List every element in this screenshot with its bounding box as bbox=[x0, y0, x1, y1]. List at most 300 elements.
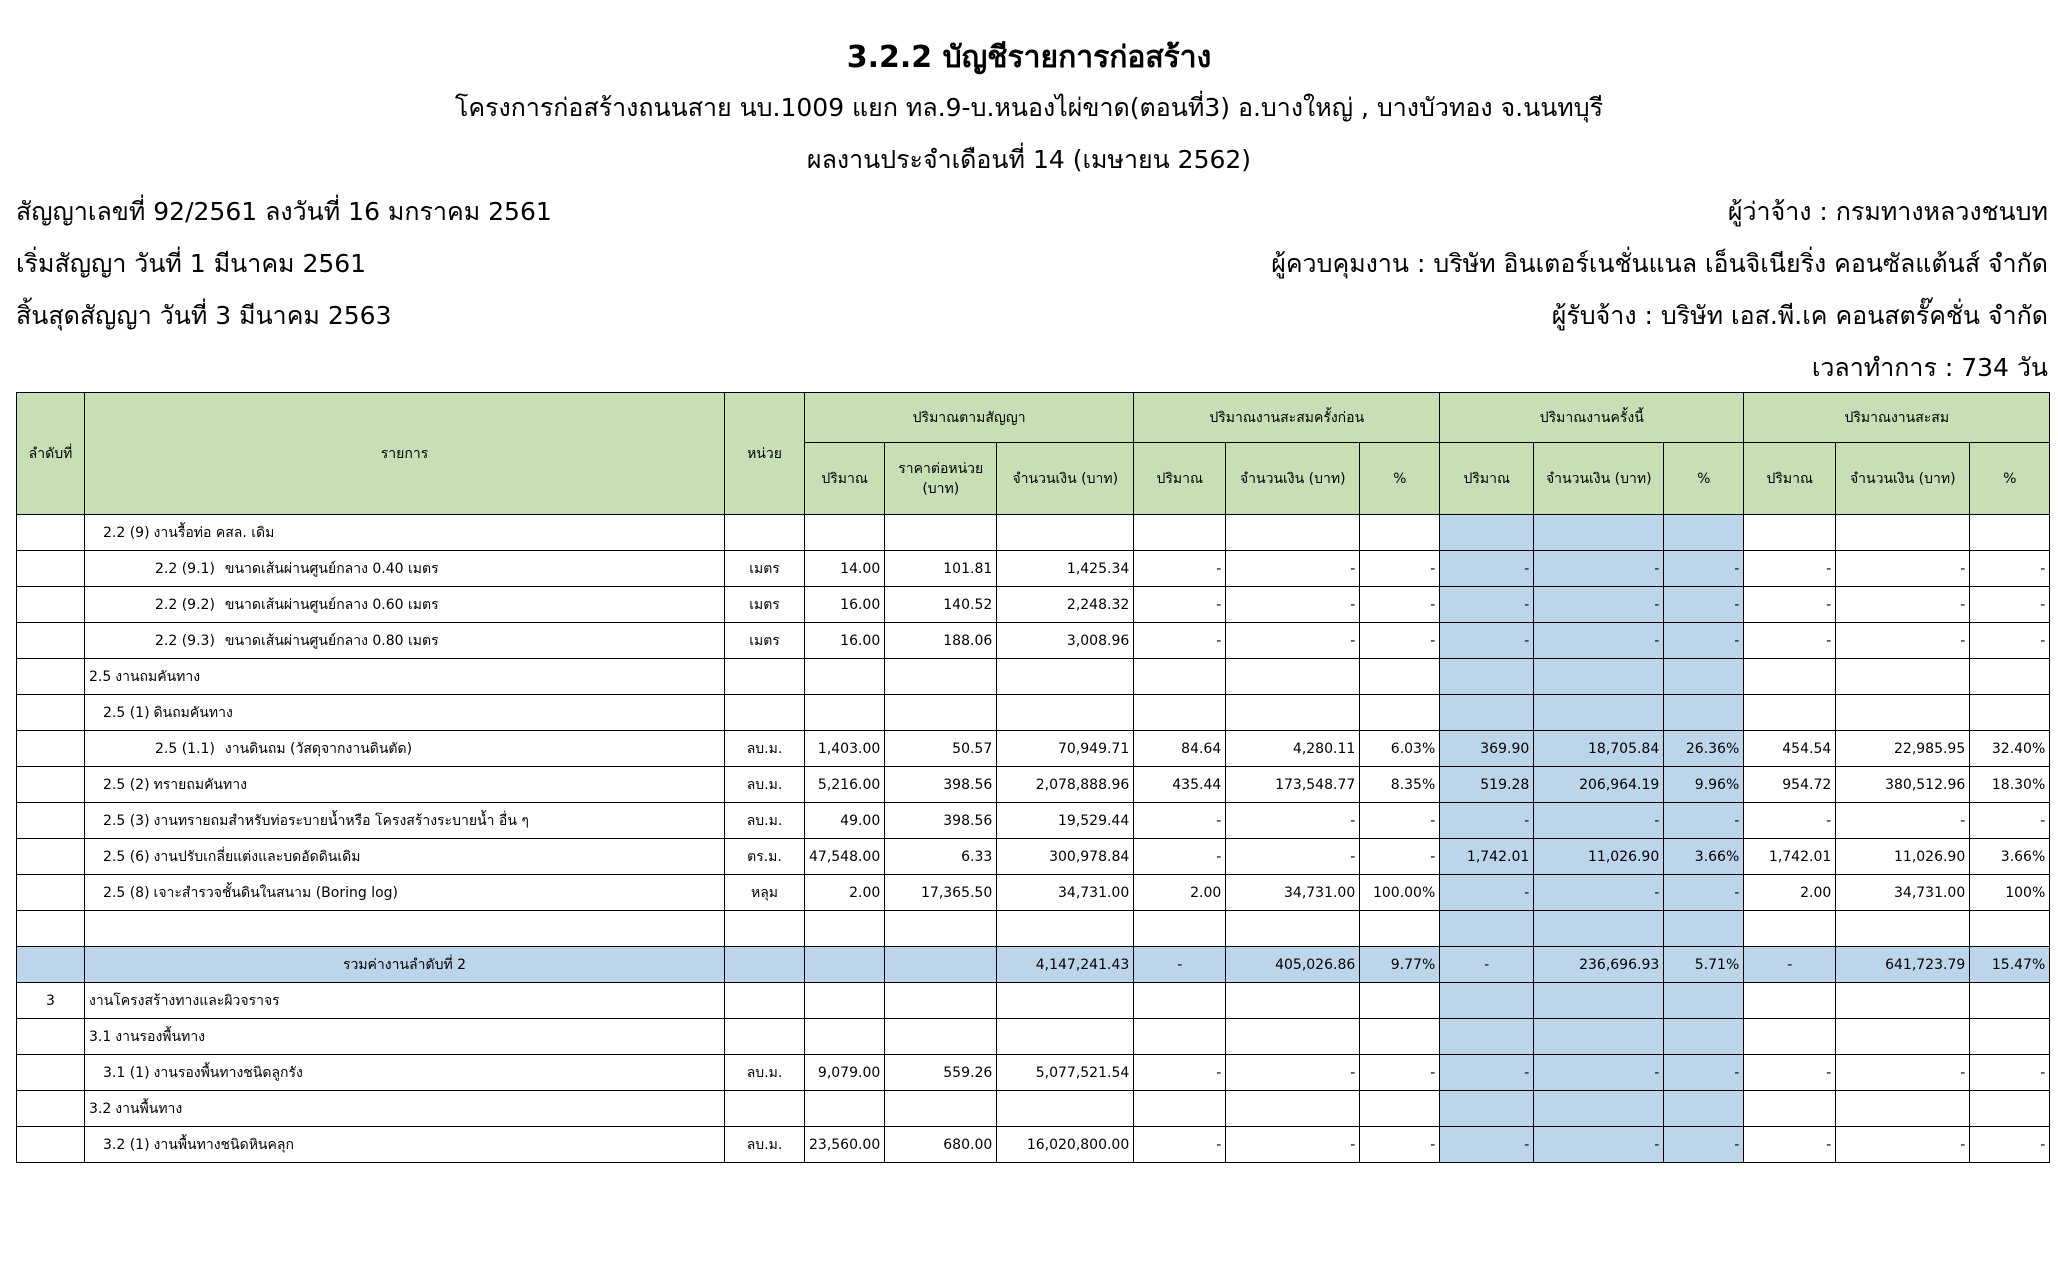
cell-value bbox=[805, 1019, 885, 1055]
cell-value: - bbox=[1744, 587, 1836, 623]
cell-value: 16,020,800.00 bbox=[997, 1127, 1134, 1163]
sum-label: รวมค่างานลำดับที่ 2 bbox=[85, 947, 725, 983]
table-body bbox=[17, 515, 2050, 1163]
cell-value bbox=[1134, 1019, 1226, 1055]
item-code: 2.5 (6) bbox=[103, 848, 150, 865]
row-number bbox=[17, 659, 85, 695]
row-description bbox=[85, 515, 725, 551]
cell-value bbox=[1440, 515, 1534, 551]
cell-value bbox=[1534, 515, 1664, 551]
col-header-qty: ปริมาณ bbox=[1440, 443, 1534, 515]
item-code: 3.1 (1) bbox=[103, 1064, 150, 1081]
row-number bbox=[17, 695, 85, 731]
cell-value: 47,548.00 bbox=[805, 839, 885, 875]
cell-value: - bbox=[1134, 623, 1226, 659]
cell-value bbox=[997, 695, 1134, 731]
cell-value: - bbox=[1836, 803, 1970, 839]
col-header-qty: ปริมาณ bbox=[805, 443, 885, 515]
cell-value: 84.64 bbox=[1134, 731, 1226, 767]
cell-value bbox=[885, 983, 997, 1019]
cell-value bbox=[1134, 515, 1226, 551]
cell-value bbox=[1836, 515, 1970, 551]
cell-value: 11,026.90 bbox=[1836, 839, 1970, 875]
cell-value: - bbox=[1440, 551, 1534, 587]
col-group-contract: ปริมาณตามสัญญา bbox=[805, 393, 1134, 443]
row-description bbox=[85, 983, 725, 1019]
cell-value: - bbox=[1226, 623, 1360, 659]
cell-value bbox=[805, 515, 885, 551]
cell-value: - bbox=[1534, 623, 1664, 659]
cell-value: 380,512.96 bbox=[1836, 767, 1970, 803]
cell-value bbox=[1226, 983, 1360, 1019]
cell-value bbox=[1534, 695, 1664, 731]
item-description: งานรื้อท่อ คสล. เดิม bbox=[153, 524, 275, 541]
cell-value: - bbox=[1134, 587, 1226, 623]
cell-value: - bbox=[1744, 1127, 1836, 1163]
col-header-no: ลำดับที่ bbox=[17, 393, 85, 515]
cell-value: 34,731.00 bbox=[1226, 875, 1360, 911]
row-unit: เมตร bbox=[725, 587, 805, 623]
cell-value bbox=[1664, 659, 1744, 695]
cell-value bbox=[1226, 695, 1360, 731]
item-description: งานดินถม (วัสดุจากงานดินตัด) bbox=[224, 740, 413, 757]
sum-value bbox=[805, 947, 885, 983]
cell-value: 559.26 bbox=[885, 1055, 997, 1091]
cell-value: - bbox=[1360, 551, 1440, 587]
cell-value: - bbox=[1664, 551, 1744, 587]
row-description bbox=[85, 623, 725, 659]
item-code: 2.2 (9.2) bbox=[155, 596, 215, 613]
item-description: ขนาดเส้นผ่านศูนย์กลาง 0.80 เมตร bbox=[224, 632, 439, 649]
cell-value: - bbox=[1134, 1127, 1226, 1163]
cell-value: 2,248.32 bbox=[997, 587, 1134, 623]
cell-value: - bbox=[1836, 587, 1970, 623]
cell-value: 11,026.90 bbox=[1534, 839, 1664, 875]
row-number bbox=[17, 1019, 85, 1055]
row-number bbox=[17, 623, 85, 659]
table-row bbox=[17, 875, 2050, 911]
cell-value: - bbox=[1134, 1055, 1226, 1091]
sum-value: 5.71% bbox=[1664, 947, 1744, 983]
cell-value bbox=[1664, 1091, 1744, 1127]
cell-value bbox=[1664, 983, 1744, 1019]
row-unit: ลบ.ม. bbox=[725, 1127, 805, 1163]
cell-value: - bbox=[1970, 587, 2050, 623]
work-duration: เวลาทำการ : 734 วัน bbox=[1811, 353, 2048, 382]
cell-value: 5,216.00 bbox=[805, 767, 885, 803]
cell-value bbox=[885, 911, 997, 947]
contract-start: เริ่มสัญญา วันที่ 1 มีนาคม 2561 bbox=[16, 249, 367, 278]
cell-value bbox=[1744, 911, 1836, 947]
table-row bbox=[17, 659, 2050, 695]
cell-value bbox=[1664, 1019, 1744, 1055]
cell-value bbox=[1836, 983, 1970, 1019]
cell-value bbox=[1664, 695, 1744, 731]
cell-value bbox=[1534, 659, 1664, 695]
col-header-percent: % bbox=[1664, 443, 1744, 515]
cell-value: - bbox=[1360, 623, 1440, 659]
row-unit bbox=[725, 983, 805, 1019]
table-row bbox=[17, 515, 2050, 551]
row-description bbox=[85, 1019, 725, 1055]
item-description: งานถมคันทาง bbox=[115, 668, 201, 685]
cell-value bbox=[1744, 1091, 1836, 1127]
cell-value bbox=[1970, 1091, 2050, 1127]
row-number bbox=[17, 875, 85, 911]
cell-value bbox=[885, 659, 997, 695]
cell-value: - bbox=[1534, 803, 1664, 839]
cell-value: - bbox=[1534, 1055, 1664, 1091]
cell-value: - bbox=[1440, 875, 1534, 911]
cell-value: 435.44 bbox=[1134, 767, 1226, 803]
cell-value: 8.35% bbox=[1360, 767, 1440, 803]
cell-value: - bbox=[1970, 551, 2050, 587]
cell-value bbox=[1744, 515, 1836, 551]
construction-items-table bbox=[16, 392, 2050, 1163]
cell-value: 26.36% bbox=[1664, 731, 1744, 767]
col-header-unit: หน่วย bbox=[725, 393, 805, 515]
cell-value: 3.66% bbox=[1664, 839, 1744, 875]
cell-value: - bbox=[1534, 1127, 1664, 1163]
item-code: 2.2 (9.3) bbox=[155, 632, 215, 649]
cell-value: 369.90 bbox=[1440, 731, 1534, 767]
unit-price-label: ราคาต่อหน่วย bbox=[898, 460, 984, 477]
cell-value: 100% bbox=[1970, 875, 2050, 911]
cell-value: - bbox=[1226, 1127, 1360, 1163]
table-row bbox=[17, 1127, 2050, 1163]
cell-value: 188.06 bbox=[885, 623, 997, 659]
cell-value bbox=[885, 695, 997, 731]
cell-value bbox=[1970, 515, 2050, 551]
unit-price-baht-label: (บาท) bbox=[922, 480, 960, 497]
cell-value: 101.81 bbox=[885, 551, 997, 587]
contractor: ผู้รับจ้าง : บริษัท เอส.พี.เค คอนสตรั๊คชั่น จำกัด bbox=[1551, 301, 2048, 330]
sum-value: - bbox=[1744, 947, 1836, 983]
item-code: 2.5 (3) bbox=[103, 812, 150, 829]
sum-value bbox=[885, 947, 997, 983]
cell-value: 50.57 bbox=[885, 731, 997, 767]
cell-value: - bbox=[1226, 551, 1360, 587]
row-number bbox=[17, 839, 85, 875]
cell-value: - bbox=[1360, 803, 1440, 839]
col-header-unit-price bbox=[885, 443, 997, 515]
cell-value: - bbox=[1664, 875, 1744, 911]
cell-value: 1,425.34 bbox=[997, 551, 1134, 587]
cell-value: - bbox=[1534, 875, 1664, 911]
item-code: 2.5 bbox=[89, 668, 112, 685]
row-description bbox=[85, 695, 725, 731]
cell-value bbox=[1360, 1019, 1440, 1055]
cell-value: 954.72 bbox=[1744, 767, 1836, 803]
cell-value bbox=[1534, 1019, 1664, 1055]
cell-value: - bbox=[1360, 587, 1440, 623]
col-header-percent: % bbox=[1360, 443, 1440, 515]
cell-value: 23,560.00 bbox=[805, 1127, 885, 1163]
col-header-qty: ปริมาณ bbox=[1744, 443, 1836, 515]
cell-value: - bbox=[1226, 803, 1360, 839]
col-header-amount: จำนวนเงิน (บาท) bbox=[1836, 443, 1970, 515]
cell-value: - bbox=[1440, 623, 1534, 659]
cell-value: - bbox=[1226, 1055, 1360, 1091]
cell-value: 9,079.00 bbox=[805, 1055, 885, 1091]
cell-value bbox=[1744, 983, 1836, 1019]
cell-value bbox=[1664, 911, 1744, 947]
cell-value: - bbox=[1440, 1127, 1534, 1163]
col-header-percent: % bbox=[1970, 443, 2050, 515]
cell-value bbox=[1360, 1091, 1440, 1127]
table-row bbox=[17, 1019, 2050, 1055]
row-number bbox=[17, 767, 85, 803]
cell-value: 22,985.95 bbox=[1836, 731, 1970, 767]
cell-value: - bbox=[1836, 623, 1970, 659]
cell-value bbox=[1440, 1019, 1534, 1055]
cell-value: - bbox=[1836, 1055, 1970, 1091]
item-code: 2.5 (1.1) bbox=[155, 740, 215, 757]
table-row bbox=[17, 587, 2050, 623]
row-unit: ลบ.ม. bbox=[725, 803, 805, 839]
cell-value bbox=[997, 515, 1134, 551]
cell-value bbox=[1836, 1019, 1970, 1055]
cell-value bbox=[1970, 983, 2050, 1019]
cell-value: - bbox=[1970, 1127, 2050, 1163]
row-unit: เมตร bbox=[725, 551, 805, 587]
cell-value: 32.40% bbox=[1970, 731, 2050, 767]
page-title: 3.2.2 บัญชีรายการก่อสร้าง bbox=[846, 40, 1212, 75]
cell-value bbox=[885, 1091, 997, 1127]
cell-value: 19,529.44 bbox=[997, 803, 1134, 839]
cell-value: - bbox=[1360, 1055, 1440, 1091]
cell-value bbox=[997, 1019, 1134, 1055]
cell-value bbox=[1360, 659, 1440, 695]
cell-value: 519.28 bbox=[1440, 767, 1534, 803]
item-description: งานโครงสร้างทางและผิวจราจร bbox=[89, 992, 280, 1009]
cell-value: - bbox=[1440, 803, 1534, 839]
row-number bbox=[17, 911, 85, 947]
cell-value: 16.00 bbox=[805, 623, 885, 659]
sum-value: 9.77% bbox=[1360, 947, 1440, 983]
row-number bbox=[17, 551, 85, 587]
cell-value: 70,949.71 bbox=[997, 731, 1134, 767]
row-description bbox=[85, 1127, 725, 1163]
sum-value: 641,723.79 bbox=[1836, 947, 1970, 983]
item-description: งานปรับเกลี่ยแต่งและบดอัดดินเดิม bbox=[153, 848, 361, 865]
cell-value: 140.52 bbox=[885, 587, 997, 623]
cell-value: - bbox=[1970, 803, 2050, 839]
cell-value: 2.00 bbox=[805, 875, 885, 911]
cell-value bbox=[1226, 1019, 1360, 1055]
sum-row bbox=[17, 947, 2050, 983]
cell-value: - bbox=[1744, 551, 1836, 587]
cell-value bbox=[805, 983, 885, 1019]
table-row bbox=[17, 803, 2050, 839]
sum-value: - bbox=[1440, 947, 1534, 983]
table-row bbox=[17, 1091, 2050, 1127]
row-unit: ลบ.ม. bbox=[725, 731, 805, 767]
cell-value bbox=[1836, 1091, 1970, 1127]
col-group-cumulative: ปริมาณงานสะสม bbox=[1744, 393, 2050, 443]
row-number: 3 bbox=[17, 983, 85, 1019]
item-description: งานพื้นทาง bbox=[115, 1100, 183, 1117]
cell-value: - bbox=[1134, 839, 1226, 875]
cell-value: - bbox=[1226, 839, 1360, 875]
row-unit bbox=[725, 695, 805, 731]
table-row bbox=[17, 911, 2050, 947]
row-description bbox=[85, 803, 725, 839]
cell-value: 2.00 bbox=[1744, 875, 1836, 911]
row-unit bbox=[725, 1019, 805, 1055]
row-description bbox=[85, 551, 725, 587]
cell-value bbox=[1970, 911, 2050, 947]
contract-number: สัญญาเลขที่ 92/2561 ลงวันที่ 16 มกราคม 2561 bbox=[16, 197, 552, 226]
cell-value bbox=[1226, 911, 1360, 947]
cell-value: - bbox=[1664, 803, 1744, 839]
cell-value: 1,403.00 bbox=[805, 731, 885, 767]
cell-value: 2,078,888.96 bbox=[997, 767, 1134, 803]
row-unit: ลบ.ม. bbox=[725, 1055, 805, 1091]
cell-value bbox=[1360, 911, 1440, 947]
row-number bbox=[17, 947, 85, 983]
table-row bbox=[17, 623, 2050, 659]
col-group-previous: ปริมาณงานสะสมครั้งก่อน bbox=[1134, 393, 1440, 443]
cell-value bbox=[805, 659, 885, 695]
cell-value: 398.56 bbox=[885, 803, 997, 839]
cell-value bbox=[1970, 659, 2050, 695]
cell-value: - bbox=[1970, 1055, 2050, 1091]
col-group-current: ปริมาณงานครั้งนี้ bbox=[1440, 393, 1744, 443]
employer: ผู้ว่าจ้าง : กรมทางหลวงชนบท bbox=[1727, 197, 2048, 226]
cell-value bbox=[1440, 1091, 1534, 1127]
cell-value bbox=[1134, 1091, 1226, 1127]
row-description bbox=[85, 659, 725, 695]
cell-value: - bbox=[1226, 587, 1360, 623]
cell-value: - bbox=[1836, 1127, 1970, 1163]
cell-value bbox=[1440, 695, 1534, 731]
item-code: 3.1 bbox=[89, 1028, 112, 1045]
report-month: ผลงานประจำเดือนที่ 14 (เมษายน 2562) bbox=[806, 145, 1252, 174]
row-description bbox=[85, 911, 725, 947]
row-unit bbox=[725, 1091, 805, 1127]
table-row bbox=[17, 551, 2050, 587]
row-description bbox=[85, 875, 725, 911]
table-row bbox=[17, 983, 2050, 1019]
cell-value: - bbox=[1836, 551, 1970, 587]
col-header-amount: จำนวนเงิน (บาท) bbox=[1226, 443, 1360, 515]
cell-value bbox=[1360, 983, 1440, 1019]
row-number bbox=[17, 1091, 85, 1127]
cell-value bbox=[1534, 911, 1664, 947]
item-description: งานรองพื้นทาง bbox=[115, 1028, 206, 1045]
cell-value: - bbox=[1744, 1055, 1836, 1091]
sum-value: 405,026.86 bbox=[1226, 947, 1360, 983]
cell-value: 2.00 bbox=[1134, 875, 1226, 911]
cell-value bbox=[1134, 659, 1226, 695]
row-unit bbox=[725, 911, 805, 947]
contract-end: สิ้นสุดสัญญา วันที่ 3 มีนาคม 2563 bbox=[16, 301, 392, 330]
cell-value bbox=[1226, 659, 1360, 695]
cell-value bbox=[997, 983, 1134, 1019]
cell-value bbox=[997, 911, 1134, 947]
item-code: 2.5 (8) bbox=[103, 884, 150, 901]
item-description: ขนาดเส้นผ่านศูนย์กลาง 0.60 เมตร bbox=[224, 596, 439, 613]
row-number bbox=[17, 803, 85, 839]
table-row bbox=[17, 1055, 2050, 1091]
cell-value: 9.96% bbox=[1664, 767, 1744, 803]
cell-value: - bbox=[1664, 587, 1744, 623]
cell-value bbox=[1534, 983, 1664, 1019]
cell-value bbox=[1440, 659, 1534, 695]
cell-value: 680.00 bbox=[885, 1127, 997, 1163]
cell-value bbox=[805, 911, 885, 947]
cell-value: 34,731.00 bbox=[997, 875, 1134, 911]
item-code: 3.2 (1) bbox=[103, 1136, 150, 1153]
cell-value bbox=[1836, 659, 1970, 695]
col-header-qty: ปริมาณ bbox=[1134, 443, 1226, 515]
sum-value: 236,696.93 bbox=[1534, 947, 1664, 983]
cell-value bbox=[885, 515, 997, 551]
cell-value: - bbox=[1970, 623, 2050, 659]
table-row bbox=[17, 695, 2050, 731]
row-unit bbox=[725, 947, 805, 983]
cell-value: - bbox=[1534, 551, 1664, 587]
cell-value: 49.00 bbox=[805, 803, 885, 839]
cell-value: 173,548.77 bbox=[1226, 767, 1360, 803]
row-number bbox=[17, 515, 85, 551]
item-description: ดินถมคันทาง bbox=[153, 704, 233, 721]
cell-value bbox=[1360, 515, 1440, 551]
row-number bbox=[17, 731, 85, 767]
row-description bbox=[85, 839, 725, 875]
cell-value: - bbox=[1664, 1055, 1744, 1091]
cell-value: 18.30% bbox=[1970, 767, 2050, 803]
row-description bbox=[85, 731, 725, 767]
col-header-amount: จำนวนเงิน (บาท) bbox=[997, 443, 1134, 515]
col-header-amount: จำนวนเงิน (บาท) bbox=[1534, 443, 1664, 515]
cell-value: - bbox=[1360, 839, 1440, 875]
cell-value bbox=[1744, 695, 1836, 731]
cell-value: 1,742.01 bbox=[1440, 839, 1534, 875]
cell-value: 3,008.96 bbox=[997, 623, 1134, 659]
cell-value: - bbox=[1360, 1127, 1440, 1163]
project-name: โครงการก่อสร้างถนนสาย นบ.1009 แยก ทล.9-บ.หนองไผ่ขาด(ตอนที่3) อ.บางใหญ่ , บางบัวทอง จ.นนทบุรี bbox=[454, 93, 1604, 122]
cell-value: - bbox=[1664, 623, 1744, 659]
item-description: ทรายถมคันทาง bbox=[153, 776, 247, 793]
table-row bbox=[17, 731, 2050, 767]
cell-value: - bbox=[1440, 587, 1534, 623]
cell-value bbox=[1836, 695, 1970, 731]
cell-value: 100.00% bbox=[1360, 875, 1440, 911]
cell-value: 5,077,521.54 bbox=[997, 1055, 1134, 1091]
cell-value: 17,365.50 bbox=[885, 875, 997, 911]
table-row bbox=[17, 839, 2050, 875]
cell-value bbox=[805, 1091, 885, 1127]
row-description bbox=[85, 587, 725, 623]
cell-value bbox=[1226, 1091, 1360, 1127]
row-description bbox=[85, 767, 725, 803]
row-number bbox=[17, 1055, 85, 1091]
row-number bbox=[17, 587, 85, 623]
row-unit bbox=[725, 515, 805, 551]
item-description: ขนาดเส้นผ่านศูนย์กลาง 0.40 เมตร bbox=[224, 560, 439, 577]
row-description bbox=[85, 1055, 725, 1091]
cell-value: - bbox=[1440, 1055, 1534, 1091]
cell-value bbox=[1134, 695, 1226, 731]
cell-value: 16.00 bbox=[805, 587, 885, 623]
cell-value bbox=[1534, 1091, 1664, 1127]
cell-value bbox=[1226, 515, 1360, 551]
row-unit: หลุม bbox=[725, 875, 805, 911]
item-code: 3.2 bbox=[89, 1100, 112, 1117]
cell-value: 1,742.01 bbox=[1744, 839, 1836, 875]
